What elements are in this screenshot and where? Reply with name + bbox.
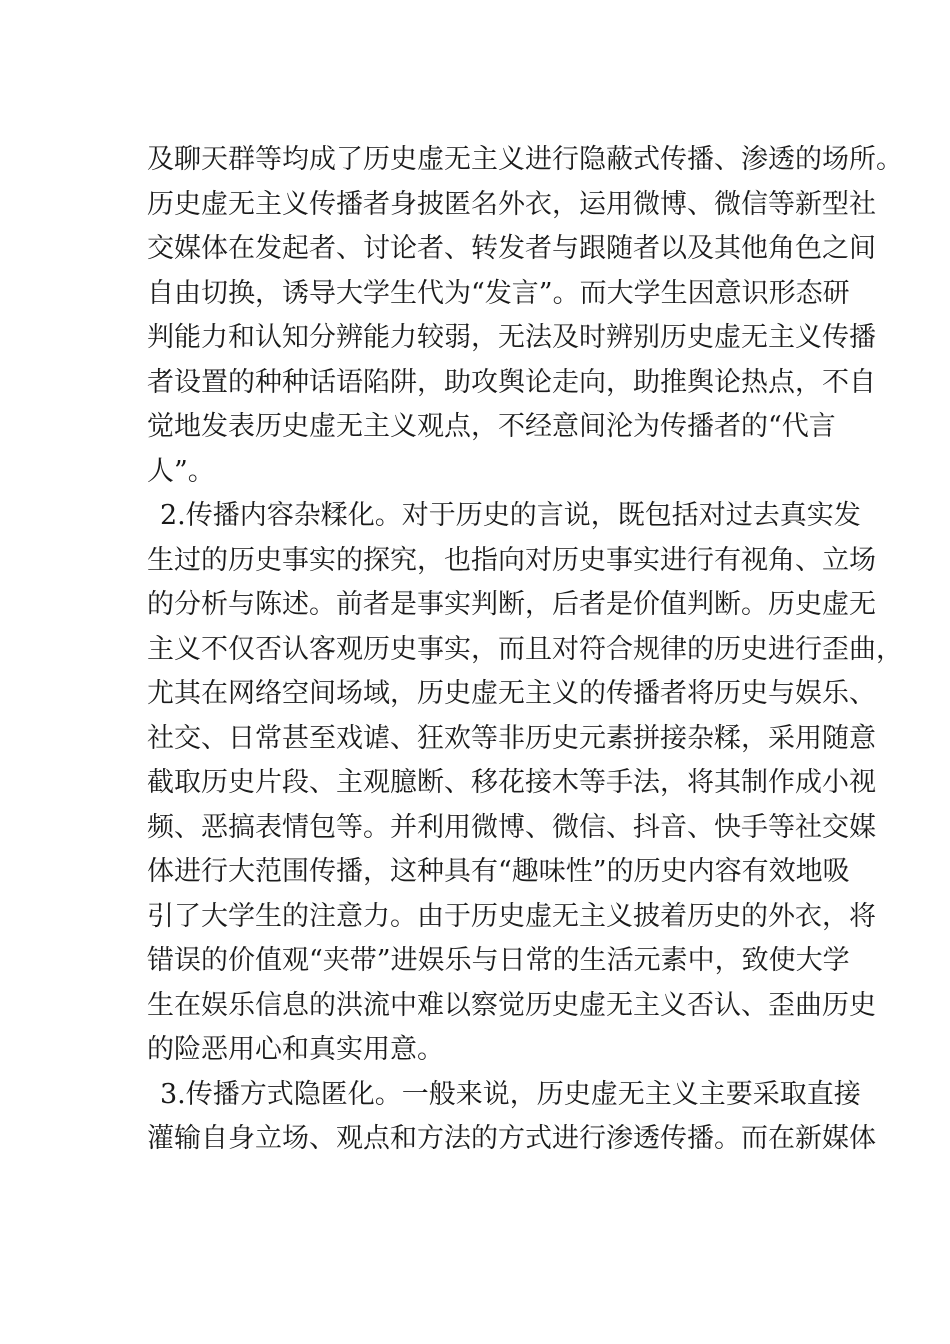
body-text: [147, 138, 903, 1162]
text-line: 人”。: [147, 455, 215, 487]
text-line: 觉地发表历史虚无主义观点，不经意间沦为传播者的“代言: [147, 411, 836, 442]
text-line: 生过的历史事实的探究，也指向对历史事实进行有视角、立场: [147, 544, 876, 576]
section-heading-line: 3.传播方式隐匿化。一般来说，历史虚无主义主要采取直接: [160, 1078, 861, 1110]
text-line: 尤其在网络空间场域，历史虚无主义的传播者将历史与娱乐、: [147, 678, 876, 709]
text-line: 历史虚无主义传播者身披匿名外衣，运用微博、微信等新型社: [147, 188, 876, 220]
text-line: 的险恶用心和真实用意。: [147, 1034, 444, 1065]
text-line: 主义不仅否认客观历史事实，而且对符合规律的历史进行歪曲，: [147, 633, 903, 665]
text-line: 错误的价值观“夹带”进娱乐与日常的生活元素中，致使大学: [147, 945, 850, 976]
text-line: 者设置的种种话语陷阱，助攻舆论走向，助推舆论热点，不自: [147, 366, 876, 398]
text-line: 截取历史片段、主观臆断、移花接木等手法，将其制作成小视: [147, 767, 876, 798]
text-line: 体进行大范围传播，这种具有“趣味性”的历史内容有效地吸: [147, 856, 850, 887]
text-line: 判能力和认知分辨能力较弱，无法及时辨别历史虚无主义传播: [147, 322, 876, 353]
text-line: 频、恶搞表情包等。并利用微博、微信、抖音、快手等社交媒: [147, 811, 876, 843]
text-line: 的分析与陈述。前者是事实判断，后者是价值判断。历史虚无: [147, 589, 876, 620]
section-heading-line: 2.传播内容杂糅化。对于历史的言说，既包括对过去真实发: [160, 500, 861, 531]
text-line: 交媒体在发起者、讨论者、转发者与跟随者以及其他角色之间: [147, 233, 876, 264]
text-line: 引了大学生的注意力。由于历史虚无主义披着历史的外衣，将: [147, 900, 876, 932]
text-line: 及聊天群等均成了历史虚无主义进行隐蔽式传播、渗透的场所。: [147, 144, 903, 175]
text-line: 灌输自身立场、观点和方法的方式进行渗透传播。而在新媒体: [147, 1123, 876, 1154]
text-line: 自由切换，诱导大学生代为“发言”。而大学生因意识形态研: [147, 277, 850, 309]
text-line: 社交、日常甚至戏谑、狂欢等非历史元素拼接杂糅，采用随意: [147, 722, 876, 754]
text-line: 生在娱乐信息的洪流中难以察觉历史虚无主义否认、歪曲历史: [147, 989, 876, 1021]
